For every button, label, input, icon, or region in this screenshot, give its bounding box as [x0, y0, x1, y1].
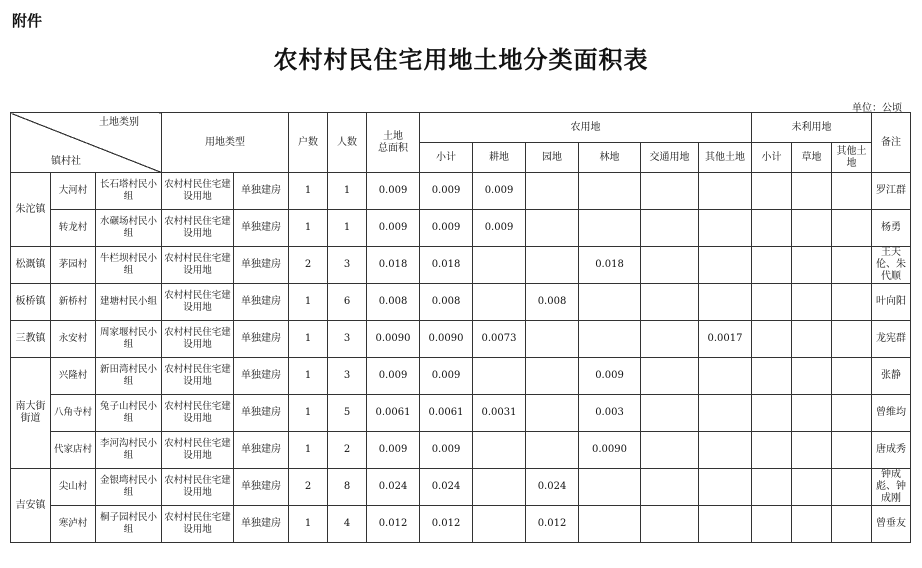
table-row — [11, 506, 911, 543]
population-cell: 3 — [328, 247, 367, 284]
households-cell: 1 — [289, 210, 328, 247]
agri-subtotal-cell: 0.009 — [420, 358, 473, 395]
unused-subtotal-cell — [752, 321, 792, 358]
unused-subtotal-cell — [752, 432, 792, 469]
population-header: 人数 — [328, 113, 367, 173]
garden-header: 园地 — [526, 143, 579, 173]
attachment-label: 附件 — [12, 12, 43, 30]
forest-cell — [579, 506, 641, 543]
table-row — [11, 247, 911, 284]
build-mode-cell: 单独建房 — [234, 358, 289, 395]
grassland-cell — [792, 469, 832, 506]
land-use-type-cell: 农村村民住宅建设用地 — [162, 321, 234, 358]
grassland-cell — [792, 358, 832, 395]
other-land-cell — [699, 432, 752, 469]
other-land-2-cell — [832, 284, 872, 321]
transport-cell — [641, 395, 699, 432]
town-cell: 松溉镇 — [11, 247, 51, 284]
build-mode-cell: 单独建房 — [234, 247, 289, 284]
households-cell: 1 — [289, 506, 328, 543]
total-area-cell: 0.009 — [367, 173, 420, 210]
agri-subtotal-cell: 0.009 — [420, 173, 473, 210]
garden-cell — [526, 395, 579, 432]
build-mode-cell: 单独建房 — [234, 210, 289, 247]
grassland-cell — [792, 173, 832, 210]
forest-cell: 0.018 — [579, 247, 641, 284]
unit-label: 单位：公顷 — [852, 103, 902, 114]
unused-subtotal-header: 小计 — [752, 143, 792, 173]
forest-cell — [579, 173, 641, 210]
cultivated-cell — [473, 432, 526, 469]
village-cell: 八角寺村 — [51, 395, 96, 432]
agri-subtotal-cell: 0.009 — [420, 432, 473, 469]
village-cell: 茅园村 — [51, 247, 96, 284]
land-use-type-cell: 农村村民住宅建设用地 — [162, 210, 234, 247]
remarks-cell: 王天伦、朱代顺 — [872, 247, 911, 284]
forest-cell: 0.003 — [579, 395, 641, 432]
table-row — [11, 395, 911, 432]
build-mode-cell: 单独建房 — [234, 432, 289, 469]
group-cell: 兔子山村民小组 — [96, 395, 162, 432]
town-cell: 三教镇 — [11, 321, 51, 358]
population-cell: 3 — [328, 358, 367, 395]
transport-cell — [641, 210, 699, 247]
village-cell: 转龙村 — [51, 210, 96, 247]
forest-cell: 0.0090 — [579, 432, 641, 469]
grassland-cell — [792, 432, 832, 469]
population-cell: 6 — [328, 284, 367, 321]
remarks-cell: 杨勇 — [872, 210, 911, 247]
other-land-cell — [699, 173, 752, 210]
total-area-header: 土地 总面积 — [367, 113, 420, 173]
table-row — [11, 284, 911, 321]
households-cell: 2 — [289, 247, 328, 284]
transport-cell — [641, 173, 699, 210]
group-cell: 李河沟村民小组 — [96, 432, 162, 469]
other-land-cell — [699, 358, 752, 395]
unused-subtotal-cell — [752, 395, 792, 432]
households-cell: 1 — [289, 321, 328, 358]
cultivated-cell — [473, 469, 526, 506]
garden-cell: 0.024 — [526, 469, 579, 506]
land-category-header: 土地类别 — [99, 117, 140, 128]
transport-cell — [641, 469, 699, 506]
other-land-2-cell — [832, 432, 872, 469]
agri-subtotal-header: 小计 — [420, 143, 473, 173]
agri-subtotal-cell: 0.008 — [420, 284, 473, 321]
forest-cell — [579, 321, 641, 358]
land-use-type-cell: 农村村民住宅建设用地 — [162, 358, 234, 395]
grassland-cell — [792, 284, 832, 321]
cultivated-cell — [473, 506, 526, 543]
other-land-2-cell — [832, 395, 872, 432]
forest-cell — [579, 469, 641, 506]
other-land-2-cell — [832, 469, 872, 506]
build-mode-cell: 单独建房 — [234, 506, 289, 543]
population-cell: 2 — [328, 432, 367, 469]
forest-cell: 0.009 — [579, 358, 641, 395]
village-cell: 代家店村 — [51, 432, 96, 469]
agri-subtotal-cell: 0.0061 — [420, 395, 473, 432]
group-cell: 周家堰村民小组 — [96, 321, 162, 358]
remarks-cell: 唐成秀 — [872, 432, 911, 469]
grassland-cell — [792, 506, 832, 543]
remarks-cell: 叶向阳 — [872, 284, 911, 321]
grassland-cell — [792, 247, 832, 284]
table-row — [11, 358, 911, 395]
build-mode-cell: 单独建房 — [234, 321, 289, 358]
town-cell: 南大街街道 — [11, 358, 51, 469]
garden-cell — [526, 321, 579, 358]
table-row — [11, 321, 911, 358]
unused-subtotal-cell — [752, 358, 792, 395]
land-use-type-cell: 农村村民住宅建设用地 — [162, 284, 234, 321]
grassland-cell — [792, 395, 832, 432]
village-cell: 兴隆村 — [51, 358, 96, 395]
cultivated-cell: 0.009 — [473, 173, 526, 210]
agri-subtotal-cell: 0.018 — [420, 247, 473, 284]
other-land-cell — [699, 469, 752, 506]
households-cell: 1 — [289, 432, 328, 469]
other-land-cell — [699, 247, 752, 284]
unused-subtotal-cell — [752, 469, 792, 506]
unused-subtotal-cell — [752, 173, 792, 210]
cultivated-header: 耕地 — [473, 143, 526, 173]
households-cell: 2 — [289, 469, 328, 506]
other-land-2-cell — [832, 321, 872, 358]
other-land-cell — [699, 395, 752, 432]
total-area-cell: 0.0061 — [367, 395, 420, 432]
unused-subtotal-cell — [752, 284, 792, 321]
garden-cell: 0.008 — [526, 284, 579, 321]
village-cell: 新桥村 — [51, 284, 96, 321]
land-use-type-cell: 农村村民住宅建设用地 — [162, 469, 234, 506]
group-cell: 新田湾村民小组 — [96, 358, 162, 395]
village-cell: 尖山村 — [51, 469, 96, 506]
transport-cell — [641, 284, 699, 321]
land-use-type-cell: 农村村民住宅建设用地 — [162, 247, 234, 284]
transport-cell — [641, 432, 699, 469]
group-cell: 水碾场村民小组 — [96, 210, 162, 247]
remarks-header: 备注 — [872, 113, 911, 173]
agri-land-header: 农用地 — [420, 113, 752, 143]
other-land-header: 其他土地 — [699, 143, 752, 173]
village-cell: 大河村 — [51, 173, 96, 210]
group-cell: 桐子园村民小组 — [96, 506, 162, 543]
total-area-cell: 0.009 — [367, 210, 420, 247]
grassland-cell — [792, 321, 832, 358]
other-land-cell — [699, 506, 752, 543]
unused-subtotal-cell — [752, 506, 792, 543]
forest-cell — [579, 284, 641, 321]
diagonal-header-cell — [11, 113, 162, 173]
households-header: 户数 — [289, 113, 328, 173]
population-cell: 1 — [328, 210, 367, 247]
cultivated-cell: 0.0073 — [473, 321, 526, 358]
households-cell: 1 — [289, 284, 328, 321]
transport-cell — [641, 358, 699, 395]
total-area-cell: 0.008 — [367, 284, 420, 321]
remarks-cell: 龙宪群 — [872, 321, 911, 358]
transport-cell — [641, 247, 699, 284]
other-land-2-cell — [832, 247, 872, 284]
group-cell: 金银塆村民小组 — [96, 469, 162, 506]
land-use-type-cell: 农村村民住宅建设用地 — [162, 395, 234, 432]
remarks-cell: 曾垂友 — [872, 506, 911, 543]
transport-cell — [641, 321, 699, 358]
table-row — [11, 210, 911, 247]
agri-subtotal-cell: 0.0090 — [420, 321, 473, 358]
grassland-cell — [792, 210, 832, 247]
forest-header: 林地 — [579, 143, 641, 173]
total-area-cell: 0.009 — [367, 358, 420, 395]
table-row — [11, 432, 911, 469]
land-use-type-cell: 农村村民住宅建设用地 — [162, 506, 234, 543]
village-cell: 永安村 — [51, 321, 96, 358]
remarks-cell: 曾维均 — [872, 395, 911, 432]
population-cell: 5 — [328, 395, 367, 432]
unused-subtotal-cell — [752, 247, 792, 284]
population-cell: 8 — [328, 469, 367, 506]
households-cell: 1 — [289, 395, 328, 432]
unused-subtotal-cell — [752, 210, 792, 247]
group-cell: 牛栏坝村民小组 — [96, 247, 162, 284]
other-land-2-cell — [832, 358, 872, 395]
population-cell: 4 — [328, 506, 367, 543]
cultivated-cell: 0.009 — [473, 210, 526, 247]
table-row — [11, 173, 911, 210]
transport-cell — [641, 506, 699, 543]
total-area-cell: 0.024 — [367, 469, 420, 506]
agri-subtotal-cell: 0.024 — [420, 469, 473, 506]
group-cell: 长石塔村民小组 — [96, 173, 162, 210]
table-row — [11, 469, 911, 506]
transport-header: 交通用地 — [641, 143, 699, 173]
population-cell: 3 — [328, 321, 367, 358]
land-use-type-header: 用地类型 — [162, 113, 289, 173]
garden-cell — [526, 358, 579, 395]
remarks-cell: 张静 — [872, 358, 911, 395]
other-land-cell — [699, 284, 752, 321]
garden-cell: 0.012 — [526, 506, 579, 543]
town-cell: 板桥镇 — [11, 284, 51, 321]
build-mode-cell: 单独建房 — [234, 395, 289, 432]
town-cell: 吉安镇 — [11, 469, 51, 543]
remarks-cell: 钟成彪、钟成刚 — [872, 469, 911, 506]
cultivated-cell: 0.0031 — [473, 395, 526, 432]
unused-land-header: 未利用地 — [752, 113, 872, 143]
build-mode-cell: 单独建房 — [234, 284, 289, 321]
build-mode-cell: 单独建房 — [234, 469, 289, 506]
other-land-2-cell — [832, 210, 872, 247]
cultivated-cell — [473, 284, 526, 321]
other-land-2-cell — [832, 173, 872, 210]
grassland-header: 草地 — [792, 143, 832, 173]
land-use-type-cell: 农村村民住宅建设用地 — [162, 173, 234, 210]
page-title: 农村村民住宅用地土地分类面积表 — [273, 45, 649, 74]
group-cell: 建塘村民小组 — [96, 284, 162, 321]
other-land-2-cell — [832, 506, 872, 543]
cultivated-cell — [473, 358, 526, 395]
remarks-cell: 罗江群 — [872, 173, 911, 210]
town-village-header: 镇村社 — [51, 156, 81, 167]
agri-subtotal-cell: 0.009 — [420, 210, 473, 247]
garden-cell — [526, 247, 579, 284]
total-area-cell: 0.009 — [367, 432, 420, 469]
households-cell: 1 — [289, 173, 328, 210]
town-cell: 朱沱镇 — [11, 173, 51, 247]
build-mode-cell: 单独建房 — [234, 173, 289, 210]
table-body — [11, 173, 911, 543]
forest-cell — [579, 210, 641, 247]
households-cell: 1 — [289, 358, 328, 395]
garden-cell — [526, 173, 579, 210]
total-area-cell: 0.018 — [367, 247, 420, 284]
garden-cell — [526, 210, 579, 247]
other-land-cell: 0.0017 — [699, 321, 752, 358]
garden-cell — [526, 432, 579, 469]
land-area-table — [10, 112, 911, 543]
other-land-cell — [699, 210, 752, 247]
land-use-type-cell: 农村村民住宅建设用地 — [162, 432, 234, 469]
village-cell: 寒泸村 — [51, 506, 96, 543]
total-area-cell: 0.0090 — [367, 321, 420, 358]
other-land-2-header: 其他土 地 — [832, 143, 872, 173]
cultivated-cell — [473, 247, 526, 284]
total-area-cell: 0.012 — [367, 506, 420, 543]
agri-subtotal-cell: 0.012 — [420, 506, 473, 543]
population-cell: 1 — [328, 173, 367, 210]
